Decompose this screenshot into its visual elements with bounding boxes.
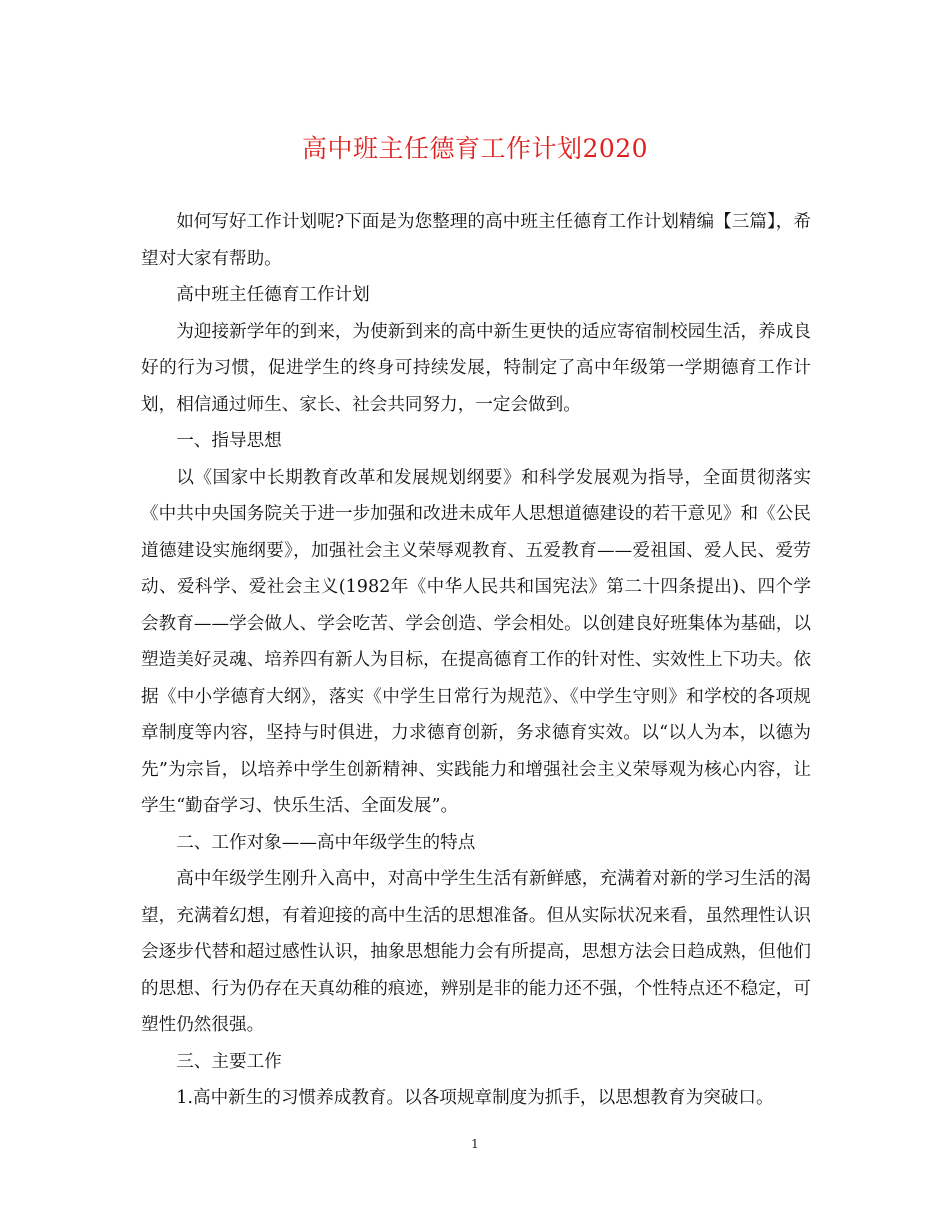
page-number: 1 <box>471 1137 479 1151</box>
intro-paragraph: 如何写好工作计划呢?下面是为您整理的高中班主任德育工作计划精编【三篇】，希望对大家有帮助。 <box>141 212 811 269</box>
section-heading-plan: 高中班主任德育工作计划 <box>176 285 370 305</box>
section-heading-main-work: 三、主要工作 <box>176 1051 282 1072</box>
work-targets-paragraph: 高中年级学生刚升入高中，对高中学生生活有新鲜感，充满着对新的学习生活的渴望，充满着幻想，有着迎接的高中生活的思想准备。但从实际状况来看，虽然理性认识会逐步代替和超过感性认识，抽象思想能力会有所提高，思想方法会日趋成熟，但他们的思想、行为仍存在天真幼稚的痕迹，辨别是非的能力还不强，个性特点还不稳定，可塑性仍然很强。 <box>141 869 811 1035</box>
purpose-paragraph: 为迎接新学年的到来，为使新到来的高中新生更快的适应寄宿制校园生活，养成良好的行为习惯，促进学生的终身可持续发展，特制定了高中年级第一学期德育工作计划，相信通过师生、家长、社会共同努力，一定会做到。 <box>141 321 811 415</box>
section-heading-guiding-ideology: 一、指导思想 <box>176 431 282 451</box>
section-heading-work-targets: 二、工作对象——高中年级学生的特点 <box>176 832 476 853</box>
guiding-ideology-paragraph: 以《国家中长期教育改革和发展规划纲要》和科学发展观为指导，全面贯彻落实《中共中央国务院关于进一步加强和改进未成年人思想道德建设的若干意见》和《公民道德建设实施纲要》，加强社会主义荣辱观教育、五爱教育——爱祖国、爱人民、爱劳动、爱科学、爱社会主义(1982年《中华人民共和国宪法》第二十四条提出)、四个学会教育——学会做人、学会吃苦、学会创造、学会相处。以创建良好班集体为基础，以塑造美好灵魂、培养四有新人为目标，在提高德育工作的针对性、实效性上下功夫。依据《中小学德育大纲》，落实《中学生日常行为规范》、《中学生守则》和学校的各项规章制度等内容，坚持与时俱进，力求德育创新，务求德育实效。以“以人为本，以德为先”为宗旨，以培养中学生创新精神、实践能力和增强社会主义荣辱观为核心内容，让学生“勤奋学习、快乐生活、全面发展”。 <box>141 467 811 816</box>
document-title: 高中班主任德育工作计划2020 <box>301 134 649 163</box>
document-body <box>141 204 811 1117</box>
main-work-item-1: 1.高中新生的习惯养成教育。以各项规章制度为抓手，以思想教育为突破口。 <box>176 1088 774 1108</box>
